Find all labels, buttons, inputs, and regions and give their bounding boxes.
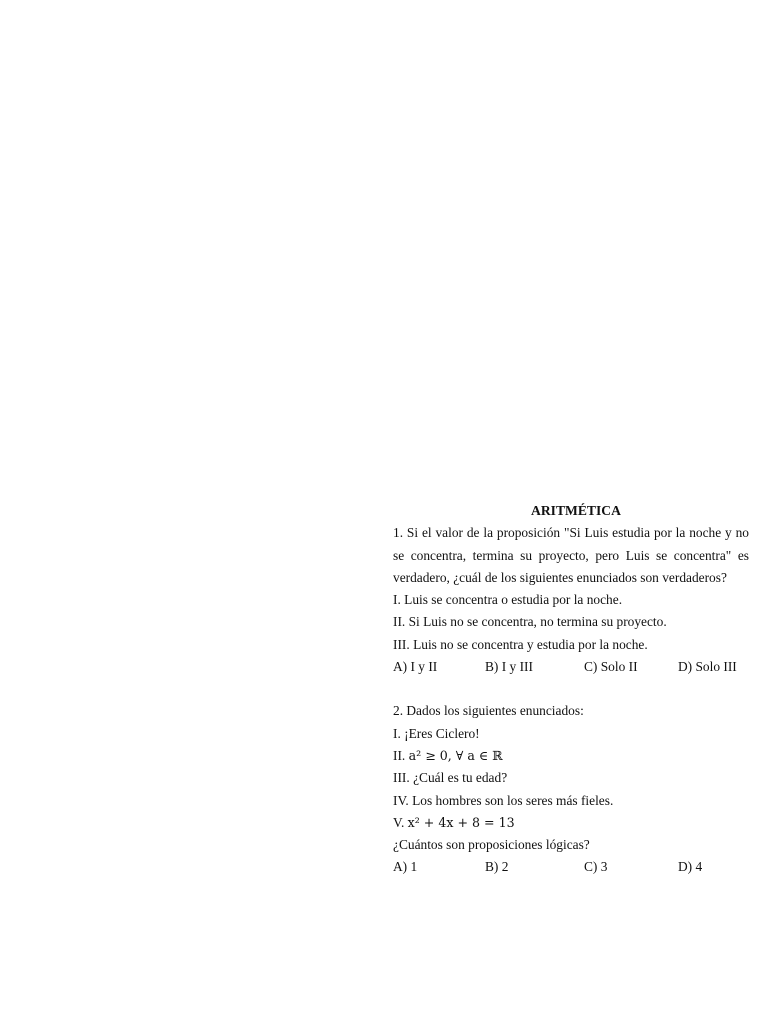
spacer: [393, 678, 749, 700]
question-1-item-3: III. Luis no se concentra y estudia por la noche.: [393, 636, 648, 652]
question-2-item-2-math: a² ≥ 0, ∀ a ∈ ℝ: [408, 747, 503, 763]
question-2-item-4: IV. Los hombres son los seres más fieles.: [393, 792, 614, 808]
question-1-item-1: I. Luis se concentra o estudia por la noche.: [393, 592, 623, 608]
exam-page: [393, 500, 749, 879]
question-1-option-c: C) Solo II: [584, 659, 638, 675]
question-1-item-2: II. Si Luis no se concentra, no termina su proyecto.: [393, 614, 667, 630]
question-2-item-5: [393, 812, 749, 834]
question-2-item-5-label: V.: [393, 814, 405, 830]
question-2-item-2-label: II.: [393, 747, 406, 763]
question-2-option-c: C) 3: [584, 859, 608, 875]
section-title: ARITMÉTICA: [531, 503, 621, 518]
question-2-item-2: [393, 745, 749, 767]
question-2-options: [393, 856, 749, 878]
question-2-question: ¿Cuántos son proposiciones lógicas?: [393, 837, 590, 853]
question-1-option-a: A) I y II: [393, 659, 438, 675]
question-1-option-b: B) I y III: [485, 659, 533, 675]
question-2-item-5-math: x² + 4x + 8 = 13: [407, 814, 515, 830]
question-2-item-1: I. ¡Eres Ciclero!: [393, 725, 480, 741]
question-2-stem: 2. Dados los siguientes enunciados:: [393, 703, 584, 719]
question-2-item-3: III. ¿Cuál es tu edad?: [393, 770, 508, 786]
question-1-stem: 1. Si el valor de la proposición "Si Luis estudia por la noche y no se concentra, termina su proyecto, pero Luis se concentra" es verdadero, ¿cuál de los siguientes enunciados son verdaderos?: [393, 525, 749, 585]
question-1-option-d: D) Solo III: [678, 659, 737, 675]
question-1-options: [393, 656, 749, 678]
question-2-option-a: A) 1: [393, 859, 418, 875]
question-2-option-d: D) 4: [678, 859, 703, 875]
question-2-option-b: B) 2: [485, 859, 509, 875]
